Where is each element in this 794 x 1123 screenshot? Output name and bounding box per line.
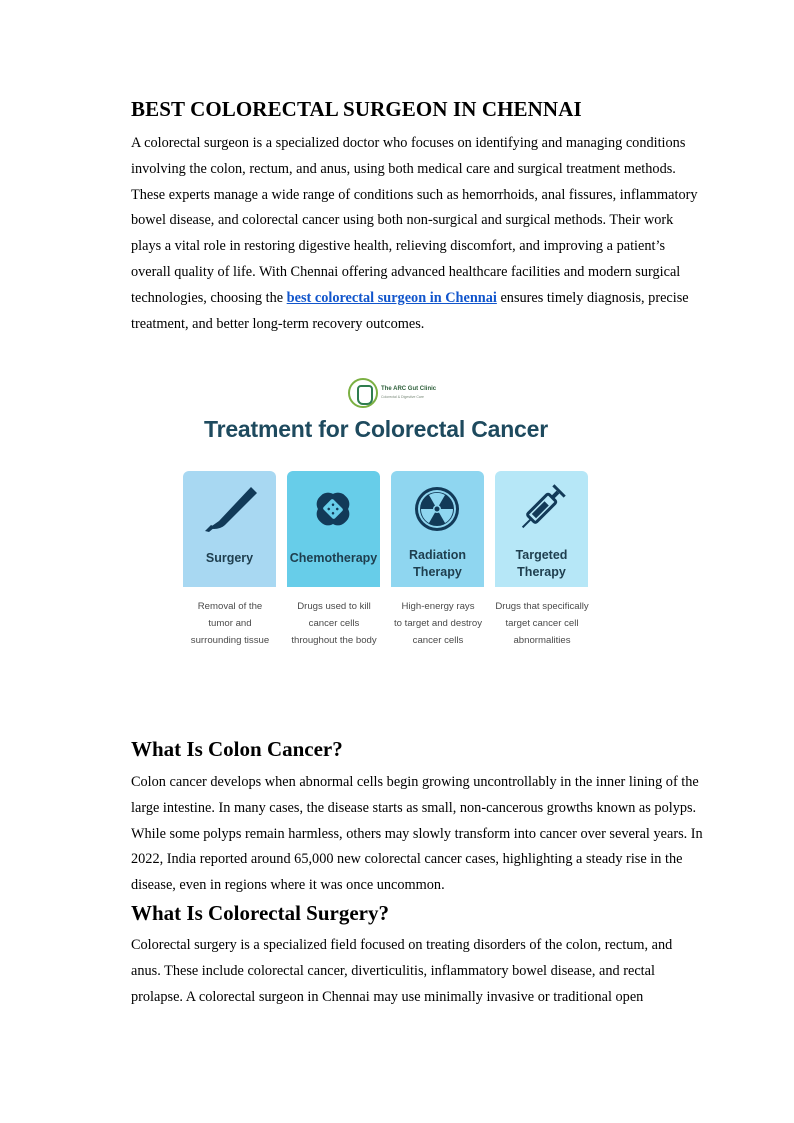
card-radiation-label-line1: Radiation	[409, 548, 466, 562]
card-targeted-label	[495, 547, 588, 581]
section-colorectal-surgery-title: What Is Colorectal Surgery?	[131, 901, 389, 925]
infographic-title: Treatment for Colorectal Cancer	[203, 416, 548, 442]
card-surgery-label: Surgery	[205, 551, 254, 565]
card-radiation-label-line2: Therapy	[413, 565, 462, 579]
section-colon-cancer-text: Colon cancer develops when abnormal cells begin growing uncontrollably in the inner lining of the large intestine. In many cases, the disease starts as small, non-cancerous growths known as polyps. While some polyps remain harmless, others may slowly transform into cancer over several years. In 2022, India reported around 65,000 new colorectal cancer cases, highlighting a steady rise in the disease, even in regions where it was once uncommon.	[131, 774, 703, 894]
radiation-icon	[391, 481, 484, 535]
card-radiation	[391, 471, 484, 587]
page-title: BEST COLORECTAL SURGEON IN CHENNAI	[131, 97, 582, 121]
card-targeted-desc-line3: abnormalities	[513, 635, 571, 646]
card-targeted-desc-line2: target cancer cell	[505, 618, 579, 629]
card-chemotherapy-label: Chemotherapy	[289, 551, 378, 565]
card-chemotherapy	[287, 471, 380, 587]
card-targeted-label-line1: Targeted	[515, 548, 568, 562]
bandage-icon	[287, 481, 380, 535]
clinic-logo-name: The ARC Gut Clinic	[381, 386, 437, 392]
treatment-infographic	[180, 372, 600, 652]
card-surgery-desc-line3: surrounding tissue	[190, 635, 270, 646]
intro-paragraph	[131, 131, 703, 337]
card-chemotherapy-desc-line2: cancer cells	[308, 618, 360, 629]
clinic-logo-tagline: Colorectal & Digestive Care	[381, 395, 424, 399]
syringe-icon	[495, 481, 588, 535]
card-chemotherapy-desc-line3: throughout the body	[291, 635, 377, 646]
card-surgery-desc	[180, 598, 280, 649]
card-targeted-desc	[492, 598, 592, 649]
intro-text-end: ensures timely diagnosis, precise treatment, and better long-term recovery outcomes.	[131, 289, 689, 332]
clinic-logo	[348, 376, 438, 412]
card-radiation-desc-line2: to target and destroy	[394, 618, 482, 629]
card-chemotherapy-desc-line1: Drugs used to kill	[297, 601, 371, 612]
card-surgery-desc-line1: Removal of the	[197, 601, 263, 612]
card-chemotherapy-desc	[284, 598, 384, 649]
best-surgeon-link[interactable]: best colorectal surgeon in Chennai	[286, 289, 497, 306]
card-radiation-label	[391, 547, 484, 581]
card-radiation-desc-line1: High-energy rays	[401, 601, 475, 612]
clinic-logo-icon	[348, 378, 378, 408]
scalpel-icon	[183, 481, 276, 535]
card-surgery	[183, 471, 276, 587]
card-radiation-desc	[388, 598, 488, 649]
card-radiation-desc-line3: cancer cells	[412, 635, 464, 646]
card-targeted-label-line2: Therapy	[517, 565, 566, 579]
intro-text-start: A colorectal surgeon is a specialized doctor who focuses on identifying and managing conditions involving the colon, rectum, and anus, using both medical care and surgical treatment methods. These experts manage a wide range of conditions such as hemorrhoids, anal fissures, inflammatory bowel disease, and colorectal cancer using both non-surgical and surgical methods. Their work plays a vital role in restoring digestive health, relieving discomfort, and improving a patient’s overall quality of life. With Chennai offering advanced healthcare facilities and modern surgical technologies, choosing the	[131, 135, 698, 306]
card-targeted-desc-line1: Drugs that specifically	[495, 601, 589, 612]
section-colorectal-surgery-text: Colorectal surgery is a specialized field focused on treating disorders of the colon, rectum, and anus. These include colorectal cancer, diverticulitis, inflammatory bowel disease, and rectal prolapse. A colorectal surgeon in Chennai may use minimally invasive or traditional open	[131, 937, 673, 1005]
card-targeted	[495, 471, 588, 587]
card-surgery-desc-line2: tumor and	[208, 618, 252, 629]
section-colon-cancer-title: What Is Colon Cancer?	[131, 737, 343, 761]
